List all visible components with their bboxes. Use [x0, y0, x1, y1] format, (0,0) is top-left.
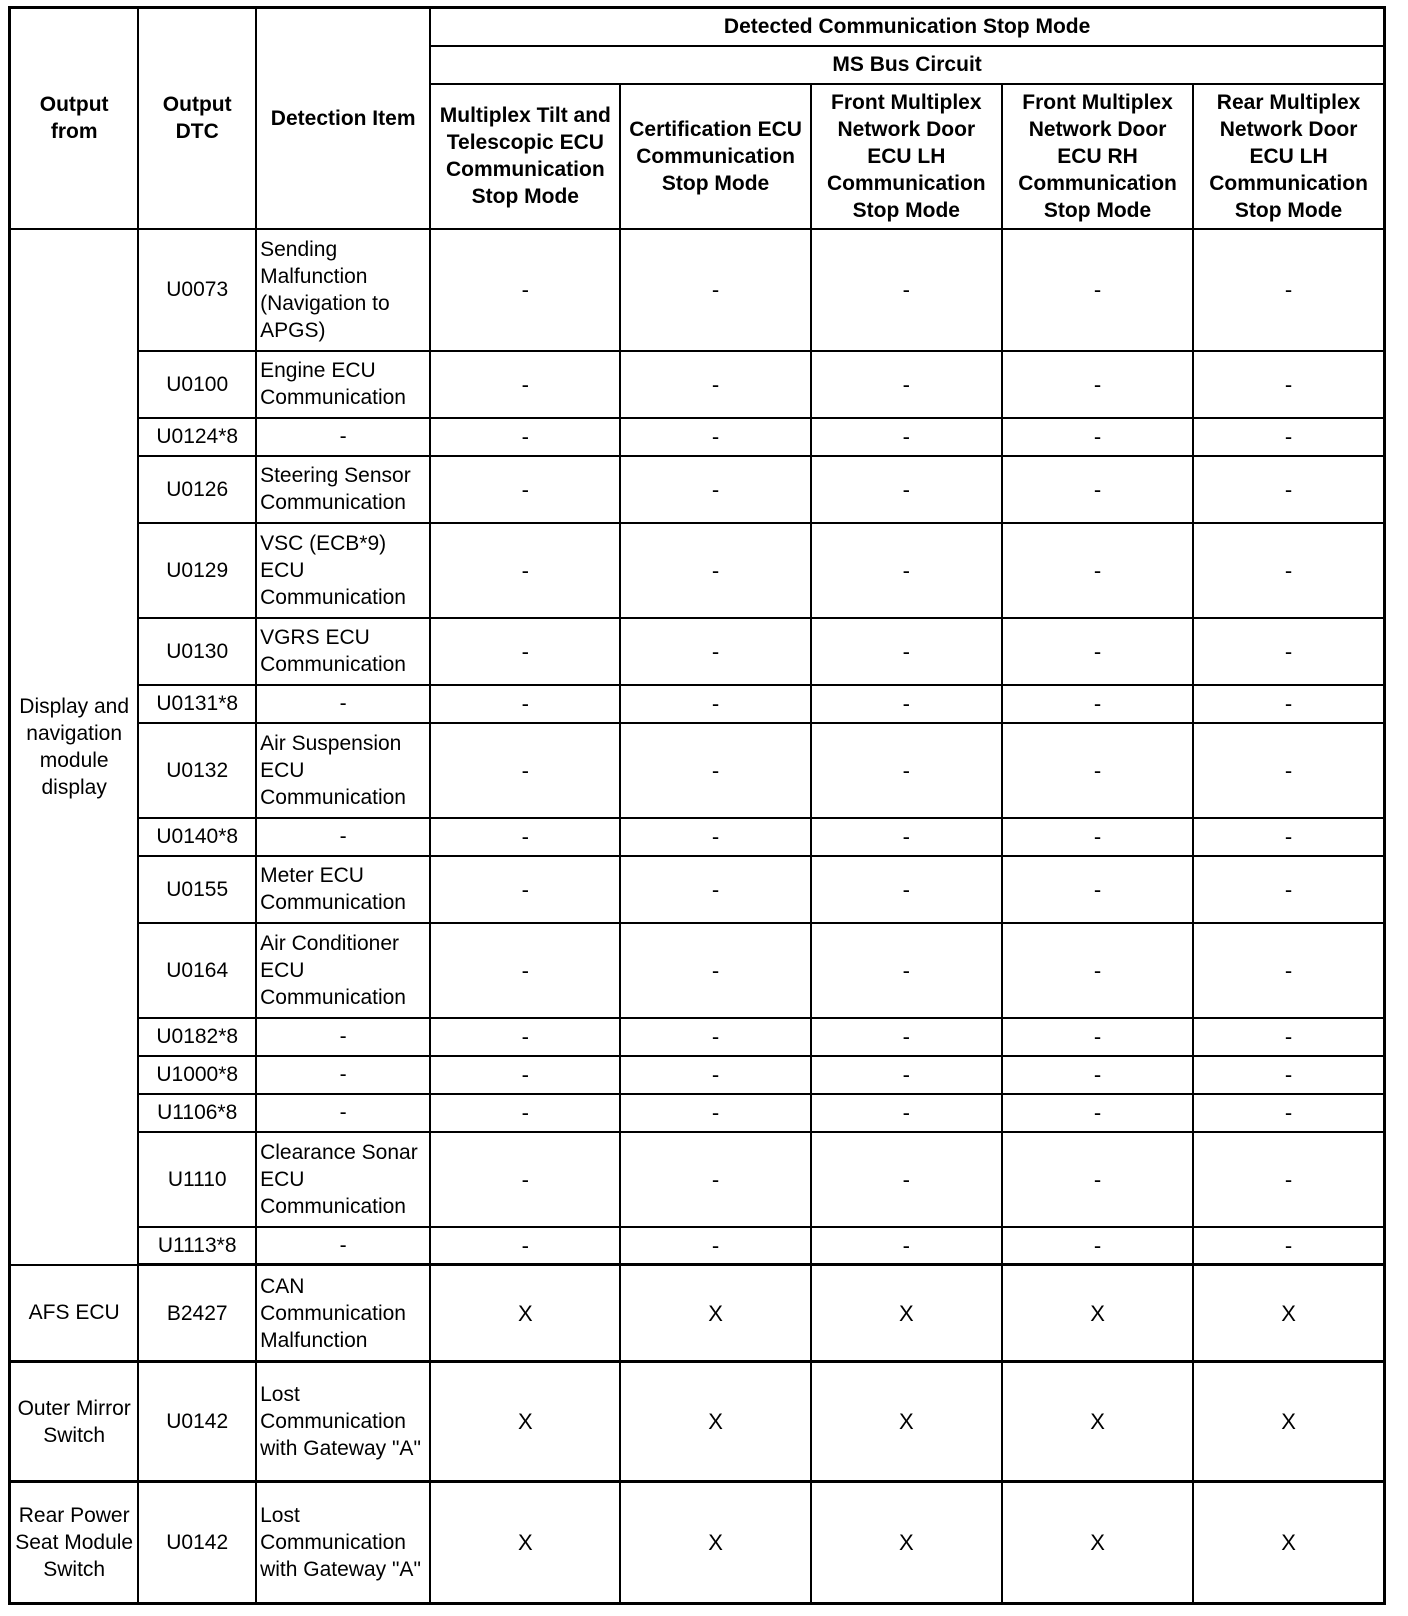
mode-value-cell: - — [1002, 856, 1193, 923]
mode-value-cell: - — [811, 618, 1002, 685]
table-row — [10, 1482, 1385, 1604]
detection-item-cell: Steering Sensor Communication — [256, 456, 430, 523]
mode-value-cell: - — [430, 685, 620, 723]
header-detected-mode: Detected Communication Stop Mode — [430, 8, 1384, 46]
mode-value-cell: - — [1193, 618, 1384, 685]
mode-value-cell: X — [430, 1362, 620, 1482]
mode-value-cell: - — [1193, 1056, 1384, 1094]
mode-value-cell: - — [811, 1132, 1002, 1227]
mode-value-cell: - — [1002, 351, 1193, 418]
dtc-cell: B2427 — [138, 1265, 256, 1362]
dtc-cell: U0130 — [138, 618, 256, 685]
mode-value-cell: - — [1193, 723, 1384, 818]
detection-item-cell: Clearance Sonar ECU Communication — [256, 1132, 430, 1227]
detection-item-cell: - — [256, 818, 430, 856]
header-detection-item: Detection Item — [256, 8, 430, 229]
detection-item-cell: - — [256, 1056, 430, 1094]
mode-value-cell: X — [430, 1482, 620, 1604]
table-row — [10, 1056, 1385, 1094]
mode-value-cell: - — [430, 856, 620, 923]
dtc-cell: U0164 — [138, 923, 256, 1018]
mode-value-cell: - — [811, 456, 1002, 523]
mode-value-cell: - — [620, 923, 810, 1018]
mode-value-cell: - — [430, 723, 620, 818]
table-row — [10, 1227, 1385, 1265]
mode-value-cell: X — [811, 1362, 1002, 1482]
dtc-cell: U0126 — [138, 456, 256, 523]
header-column: Front Multiplex Network Door ECU RH Communication Stop Mode — [1002, 84, 1193, 229]
mode-value-cell: - — [811, 685, 1002, 723]
mode-value-cell: - — [811, 856, 1002, 923]
dtc-cell: U0142 — [138, 1362, 256, 1482]
mode-value-cell: - — [1193, 418, 1384, 456]
mode-value-cell: X — [811, 1265, 1002, 1362]
detection-item-cell: Meter ECU Communication — [256, 856, 430, 923]
mode-value-cell: - — [620, 418, 810, 456]
mode-value-cell: - — [620, 1018, 810, 1056]
mode-value-cell: - — [811, 1227, 1002, 1265]
mode-value-cell: - — [430, 1056, 620, 1094]
header-column: Front Multiplex Network Door ECU LH Communication Stop Mode — [811, 84, 1002, 229]
mode-value-cell: X — [1193, 1265, 1384, 1362]
mode-value-cell: - — [430, 523, 620, 618]
mode-value-cell: - — [811, 723, 1002, 818]
mode-value-cell: - — [811, 523, 1002, 618]
dtc-cell: U0100 — [138, 351, 256, 418]
mode-value-cell: - — [430, 818, 620, 856]
mode-value-cell: - — [1193, 856, 1384, 923]
output-from-cell: AFS ECU — [10, 1265, 139, 1362]
table-row — [10, 818, 1385, 856]
table-row — [10, 1265, 1385, 1362]
mode-value-cell: - — [1193, 351, 1384, 418]
table-row — [10, 723, 1385, 818]
mode-value-cell: - — [430, 456, 620, 523]
mode-value-cell: - — [811, 818, 1002, 856]
header-column: Rear Multiplex Network Door ECU LH Communication Stop Mode — [1193, 84, 1384, 229]
mode-value-cell: - — [811, 923, 1002, 1018]
mode-value-cell: - — [430, 1227, 620, 1265]
header-ms-bus-circuit: MS Bus Circuit — [430, 46, 1384, 84]
dtc-cell: U0155 — [138, 856, 256, 923]
mode-value-cell: - — [620, 351, 810, 418]
mode-value-cell: X — [620, 1482, 810, 1604]
detection-item-cell: Air Conditioner ECU Communication — [256, 923, 430, 1018]
mode-value-cell: - — [1002, 1132, 1193, 1227]
mode-value-cell: - — [620, 1132, 810, 1227]
table-row — [10, 856, 1385, 923]
mode-value-cell: - — [620, 229, 810, 351]
mode-value-cell: - — [620, 1094, 810, 1132]
dtc-cell: U0182*8 — [138, 1018, 256, 1056]
mode-value-cell: - — [1193, 456, 1384, 523]
dtc-cell: U1113*8 — [138, 1227, 256, 1265]
mode-value-cell: - — [620, 1056, 810, 1094]
mode-value-cell: - — [811, 351, 1002, 418]
mode-value-cell: - — [811, 1056, 1002, 1094]
table-row — [10, 351, 1385, 418]
mode-value-cell: - — [620, 1227, 810, 1265]
table-row — [10, 1094, 1385, 1132]
dtc-cell: U1110 — [138, 1132, 256, 1227]
mode-value-cell: X — [1193, 1362, 1384, 1482]
mode-value-cell: - — [620, 523, 810, 618]
mode-value-cell: X — [1002, 1482, 1193, 1604]
mode-value-cell: - — [811, 1094, 1002, 1132]
dtc-cell: U1000*8 — [138, 1056, 256, 1094]
mode-value-cell: - — [1193, 1018, 1384, 1056]
detection-item-cell: Sending Malfunction (Navigation to APGS) — [256, 229, 430, 351]
dtc-cell: U0124*8 — [138, 418, 256, 456]
dtc-table — [8, 6, 1386, 1605]
mode-value-cell: - — [430, 618, 620, 685]
mode-value-cell: - — [620, 818, 810, 856]
table-row — [10, 229, 1385, 351]
mode-value-cell: - — [620, 723, 810, 818]
dtc-cell: U0142 — [138, 1482, 256, 1604]
mode-value-cell: X — [620, 1362, 810, 1482]
detection-item-cell: VSC (ECB*9) ECU Communication — [256, 523, 430, 618]
table-row — [10, 1362, 1385, 1482]
mode-value-cell: - — [1002, 229, 1193, 351]
table-row — [10, 523, 1385, 618]
header-output-dtc: Output DTC — [138, 8, 256, 229]
table-body — [10, 229, 1385, 1604]
dtc-cell: U1106*8 — [138, 1094, 256, 1132]
mode-value-cell: - — [1002, 818, 1193, 856]
output-from-cell: Rear Power Seat Module Switch — [10, 1482, 139, 1604]
mode-value-cell: X — [620, 1265, 810, 1362]
mode-value-cell: - — [430, 1018, 620, 1056]
mode-value-cell: - — [1193, 685, 1384, 723]
table-row — [10, 685, 1385, 723]
mode-value-cell: - — [1002, 723, 1193, 818]
mode-value-cell: - — [430, 418, 620, 456]
detection-item-cell: - — [256, 1094, 430, 1132]
mode-value-cell: X — [1002, 1362, 1193, 1482]
detection-item-cell: Lost Communication with Gateway "A" — [256, 1362, 430, 1482]
mode-value-cell: - — [811, 229, 1002, 351]
mode-value-cell: - — [1002, 456, 1193, 523]
table-row — [10, 618, 1385, 685]
mode-value-cell: - — [620, 456, 810, 523]
mode-value-cell: - — [1002, 1094, 1193, 1132]
dtc-cell: U0132 — [138, 723, 256, 818]
detection-item-cell: Lost Communication with Gateway "A" — [256, 1482, 430, 1604]
table-row — [10, 1018, 1385, 1056]
mode-value-cell: - — [1193, 818, 1384, 856]
mode-value-cell: - — [1193, 1227, 1384, 1265]
detection-item-cell: Engine ECU Communication — [256, 351, 430, 418]
dtc-cell: U0073 — [138, 229, 256, 351]
dtc-cell: U0140*8 — [138, 818, 256, 856]
detection-item-cell: CAN Communication Malfunction — [256, 1265, 430, 1362]
mode-value-cell: - — [1002, 1018, 1193, 1056]
mode-value-cell: - — [1002, 418, 1193, 456]
table-row — [10, 456, 1385, 523]
detection-item-cell: - — [256, 1227, 430, 1265]
header-column: Multiplex Tilt and Telescopic ECU Communication Stop Mode — [430, 84, 620, 229]
mode-value-cell: - — [1002, 1227, 1193, 1265]
mode-value-cell: - — [1193, 1132, 1384, 1227]
mode-value-cell: - — [430, 351, 620, 418]
table-row — [10, 923, 1385, 1018]
detection-item-cell: Air Suspension ECU Communication — [256, 723, 430, 818]
mode-value-cell: - — [1193, 523, 1384, 618]
header-output-from: Output from — [10, 8, 139, 229]
mode-value-cell: - — [620, 685, 810, 723]
output-from-cell: Outer Mirror Switch — [10, 1362, 139, 1482]
mode-value-cell: - — [1193, 923, 1384, 1018]
mode-value-cell: - — [811, 418, 1002, 456]
mode-value-cell: - — [1193, 229, 1384, 351]
mode-value-cell: - — [1002, 1056, 1193, 1094]
table-row — [10, 418, 1385, 456]
dtc-cell: U0129 — [138, 523, 256, 618]
detection-item-cell: VGRS ECU Communication — [256, 618, 430, 685]
detection-item-cell: - — [256, 418, 430, 456]
mode-value-cell: X — [811, 1482, 1002, 1604]
mode-value-cell: X — [430, 1265, 620, 1362]
mode-value-cell: - — [430, 923, 620, 1018]
mode-value-cell: - — [811, 1018, 1002, 1056]
mode-value-cell: - — [1002, 923, 1193, 1018]
mode-value-cell: - — [430, 1132, 620, 1227]
mode-value-cell: - — [1002, 523, 1193, 618]
mode-value-cell: - — [1002, 618, 1193, 685]
mode-value-cell: - — [620, 856, 810, 923]
mode-value-cell: X — [1193, 1482, 1384, 1604]
detection-item-cell: - — [256, 685, 430, 723]
table-row — [10, 1132, 1385, 1227]
dtc-cell: U0131*8 — [138, 685, 256, 723]
mode-value-cell: - — [1002, 685, 1193, 723]
header-column: Certification ECU Communication Stop Mode — [620, 84, 810, 229]
mode-value-cell: - — [430, 229, 620, 351]
detection-item-cell: - — [256, 1018, 430, 1056]
output-from-cell: Display and navigation module display — [10, 229, 139, 1265]
mode-value-cell: - — [430, 1094, 620, 1132]
mode-value-cell: X — [1002, 1265, 1193, 1362]
mode-value-cell: - — [1193, 1094, 1384, 1132]
mode-value-cell: - — [620, 618, 810, 685]
